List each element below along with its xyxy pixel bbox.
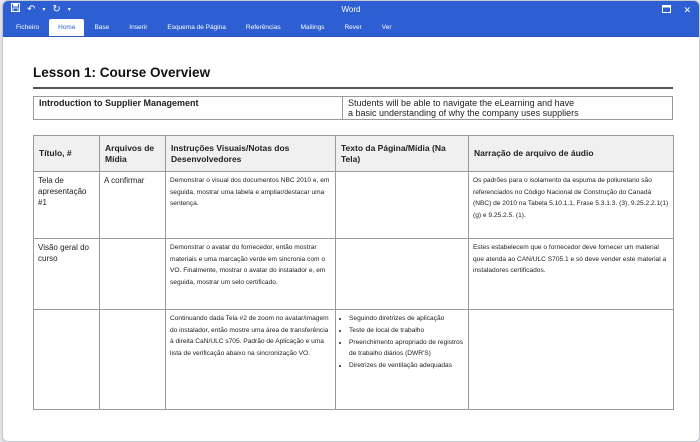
cell-narration[interactable]: Estes estabelecem que o fornecedor deve fornecer um material que atenda ao CAN/ULC S705.1 e só deve vender este material a instaladores certificados. xyxy=(469,239,674,310)
tab-ver[interactable]: Ver xyxy=(381,24,392,31)
tab-mailings[interactable]: Mailings xyxy=(300,24,325,31)
checklist xyxy=(340,313,464,371)
intro-row xyxy=(34,97,673,120)
cell-media[interactable] xyxy=(100,239,166,310)
ribbon-tabs xyxy=(3,19,699,37)
table-row xyxy=(34,239,674,310)
title-bar xyxy=(3,1,699,19)
table-row xyxy=(34,310,674,410)
header-instructions: Instruções Visuais/Notas dos Desenvolvedores xyxy=(166,136,336,172)
intro-objective-cell[interactable] xyxy=(343,97,673,120)
table-row xyxy=(34,172,674,239)
tab-inserir[interactable]: Inserir xyxy=(129,24,148,31)
restore-icon[interactable] xyxy=(662,1,671,19)
cell-title[interactable]: Visão geral do curso xyxy=(34,239,100,310)
list-item: • Preenchimento apropriado de registros de trabalho diários (DWR'S) xyxy=(349,337,464,359)
tab-esquema-de-pagina[interactable]: Esquema de Página xyxy=(167,24,226,31)
intro-objective-line1: Students will be able to navigate the eLearning and have xyxy=(348,98,575,108)
quick-access-toolbar xyxy=(3,1,71,19)
customize-qat-icon[interactable]: ▾ xyxy=(67,7,71,13)
intro-objective-line2: a basic understanding of why the company uses suppliers xyxy=(348,108,579,118)
document-page[interactable] xyxy=(3,37,699,441)
cell-media[interactable]: A confirmar xyxy=(100,172,166,239)
intro-title-cell[interactable] xyxy=(34,97,343,120)
header-narration: Narração de arquivo de áudio xyxy=(469,136,674,172)
header-media: Arquivos de Mídia xyxy=(100,136,166,172)
list-item: • Seguindo diretrizes de aplicação xyxy=(349,313,464,324)
close-icon[interactable]: ✕ xyxy=(683,5,691,15)
tab-rever[interactable]: Rever xyxy=(344,24,362,31)
storyboard-table xyxy=(33,135,674,410)
word-window xyxy=(2,0,700,442)
heading-divider xyxy=(33,87,673,89)
list-item: • Teste de local de trabalho xyxy=(349,325,464,336)
page-title: Lesson 1: Course Overview xyxy=(33,65,211,80)
table-header-row xyxy=(34,136,674,172)
intro-table xyxy=(33,96,673,120)
save-icon[interactable] xyxy=(11,1,20,19)
cell-instructions[interactable]: Demonstrar o visual dos documentos NBC 2010 e, em seguida, mostrar uma tabela e ampliar/destacar uma sentença. xyxy=(166,172,336,239)
window-title: Word xyxy=(341,5,361,14)
tab-referencias[interactable]: Referências xyxy=(245,24,281,31)
header-title: Título, # xyxy=(34,136,100,172)
header-screen-text: Texto da Página/Mídia (Na Tela) xyxy=(336,136,469,172)
tab-base[interactable]: Base xyxy=(94,24,110,31)
window-controls xyxy=(662,1,691,19)
chevron-down-icon[interactable]: ▾ xyxy=(42,7,46,13)
cell-screen-text[interactable] xyxy=(336,310,469,410)
cell-instructions[interactable]: Demonstrar o avatar do fornecedor, então mostrar materiais e uma marcação verde em sincronia com o VO. Finalmente, mostrar o avatar do instalador e, em seguida, mostrar um selo certificado. xyxy=(166,239,336,310)
cell-screen-text[interactable] xyxy=(336,172,469,239)
cell-narration[interactable] xyxy=(469,310,674,410)
intro-title: Introduction to Supplier Management xyxy=(39,98,199,108)
cell-instructions[interactable]: Continuando dada Tela #2 de zoom no avatar/imagem do instalador, então mostre uma área de transferência à direita CaN/ULC s705. Padrão de Aplicação e uma lista de verificação abaixo na sincronização VO. xyxy=(166,310,336,410)
cell-screen-text[interactable] xyxy=(336,239,469,310)
cell-narration[interactable]: Os padrões para o isolamento da espuma de poliuretano são referenciados no Código Nacional de Construção do Canadá (NBC) de 2010 na Tabela 5.10.1.1, Frase 5.3.1.3. (3), 9.25.2.2.1(1)(g) e 9.25.2.5. (1). xyxy=(469,172,674,239)
tab-ficheiro[interactable]: Ficheiro xyxy=(16,24,40,31)
undo-icon[interactable]: ↶ xyxy=(27,4,36,15)
cell-title[interactable] xyxy=(34,310,100,410)
tab-home[interactable]: Home xyxy=(49,19,84,36)
cell-media[interactable] xyxy=(100,310,166,410)
list-item: • Diretrizes de ventilação adequadas xyxy=(349,360,464,371)
redo-icon[interactable]: ↻ xyxy=(52,4,61,15)
cell-title[interactable]: Tela de apresentação #1 xyxy=(34,172,100,239)
